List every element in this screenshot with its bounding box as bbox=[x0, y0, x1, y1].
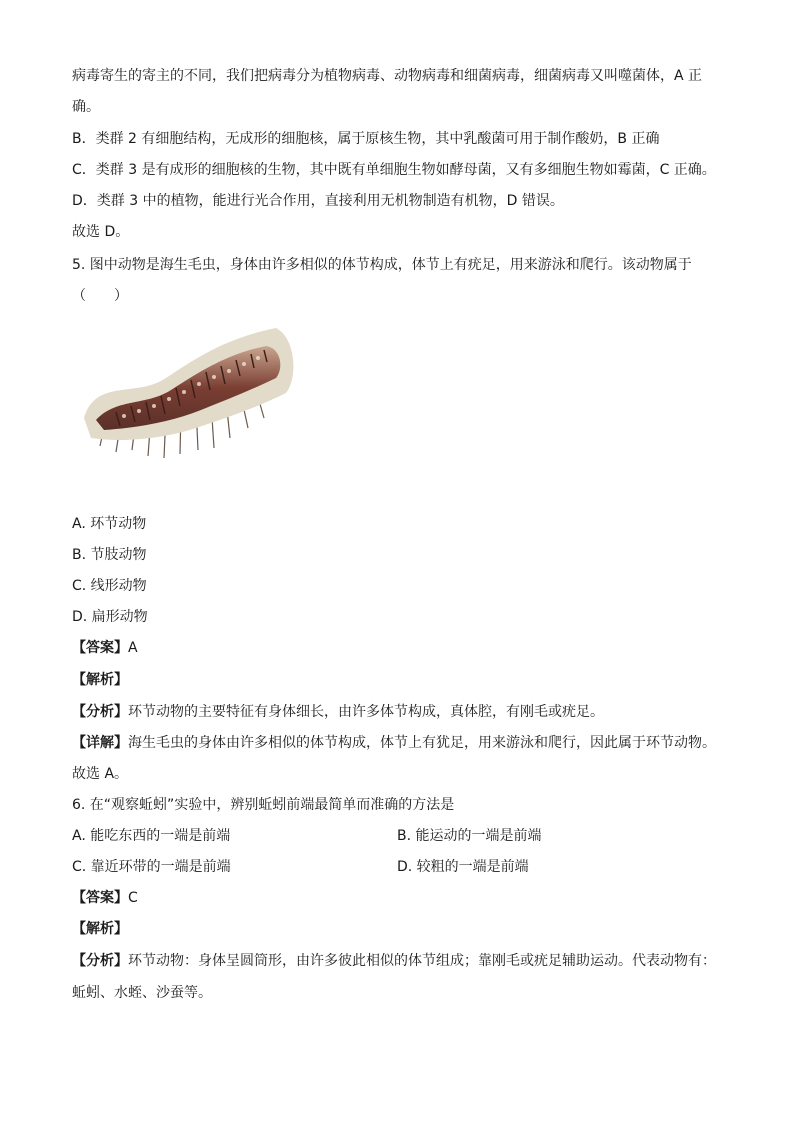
q5-option-c: C. 线形动物 bbox=[72, 578, 147, 594]
fenxi-tag: 【分析】 bbox=[72, 704, 128, 720]
prev-conclusion: 故选 D。 bbox=[72, 224, 130, 240]
analysis-tag: 【解析】 bbox=[72, 672, 128, 688]
prev-explanation-b: B．类群 2 有细胞结构，无成形的细胞核，属于原核生物，其中乳酸菌可用于制作酸奶，B 正确 bbox=[72, 131, 660, 147]
prev-explanation-line-2: 确。 bbox=[72, 99, 100, 115]
q6-stem: 6. 在“观察蚯蚓”实验中，辨别蚯蚓前端最简单而准确的方法是 bbox=[72, 797, 455, 813]
q5-stem: 5. 图中动物是海生毛虫，身体由许多相似的体节构成，体节上有疣足，用来游泳和爬行。该动物属于 bbox=[72, 257, 692, 273]
q5-option-a: A. 环节动物 bbox=[72, 516, 147, 532]
answer-tag: 【答案】 bbox=[72, 640, 128, 656]
xiangjie-tag: 【详解】 bbox=[72, 735, 128, 751]
q6-analysis-tag bbox=[72, 919, 128, 939]
xiangjie-text: 海生毛虫的身体由许多相似的体节构成，体节上有犹足，用来游泳和爬行，因此属于环节动物。 bbox=[128, 735, 716, 751]
fenxi-tag: 【分析】 bbox=[72, 953, 128, 969]
q6-fenxi-cont: 蚯蚓、水蛭、沙蚕等。 bbox=[72, 985, 212, 1001]
sea-worm-image bbox=[76, 318, 296, 466]
q6-option-b: B. 能运动的一端是前端 bbox=[397, 828, 542, 844]
q5-stem-blank: （ ） bbox=[72, 288, 128, 304]
answer-value: A bbox=[128, 640, 138, 656]
fenxi-text: 环节动物的主要特征有身体细长，由许多体节构成，真体腔，有刚毛或疣足。 bbox=[128, 704, 604, 720]
q6-option-d: D. 较粗的一端是前端 bbox=[397, 859, 529, 875]
q6-option-c: C. 靠近环带的一端是前端 bbox=[72, 859, 231, 875]
q5-fenxi bbox=[72, 702, 604, 722]
prev-explanation-c: C．类群 3 是有成形的细胞核的生物，其中既有单细胞生物如酵母菌，又有多细胞生物如霉菌，C 正确。 bbox=[72, 162, 716, 178]
q5-xiangjie bbox=[72, 733, 716, 753]
q5-option-d: D. 扁形动物 bbox=[72, 609, 148, 625]
answer-value: C bbox=[128, 890, 138, 906]
q6-option-a: A. 能吃东西的一端是前端 bbox=[72, 828, 231, 844]
prev-explanation-line-1: 病毒寄生的寄主的不同，我们把病毒分为植物病毒、动物病毒和细菌病毒，细菌病毒又叫噬菌体，A 正 bbox=[72, 68, 703, 84]
q5-conclusion: 故选 A。 bbox=[72, 766, 129, 782]
fenxi-text: 环节动物：身体呈圆筒形，由许多彼此相似的体节组成；靠刚毛或疣足辅助运动。代表动物有： bbox=[128, 953, 716, 969]
q6-fenxi bbox=[72, 951, 716, 971]
analysis-tag: 【解析】 bbox=[72, 921, 128, 937]
prev-explanation-d: D．类群 3 中的植物，能进行光合作用，直接利用无机物制造有机物，D 错误。 bbox=[72, 193, 564, 209]
q5-option-b: B. 节肢动物 bbox=[72, 547, 147, 563]
q5-analysis-tag bbox=[72, 670, 128, 690]
answer-tag: 【答案】 bbox=[72, 890, 128, 906]
q6-answer bbox=[72, 888, 138, 908]
q5-answer bbox=[72, 638, 138, 658]
